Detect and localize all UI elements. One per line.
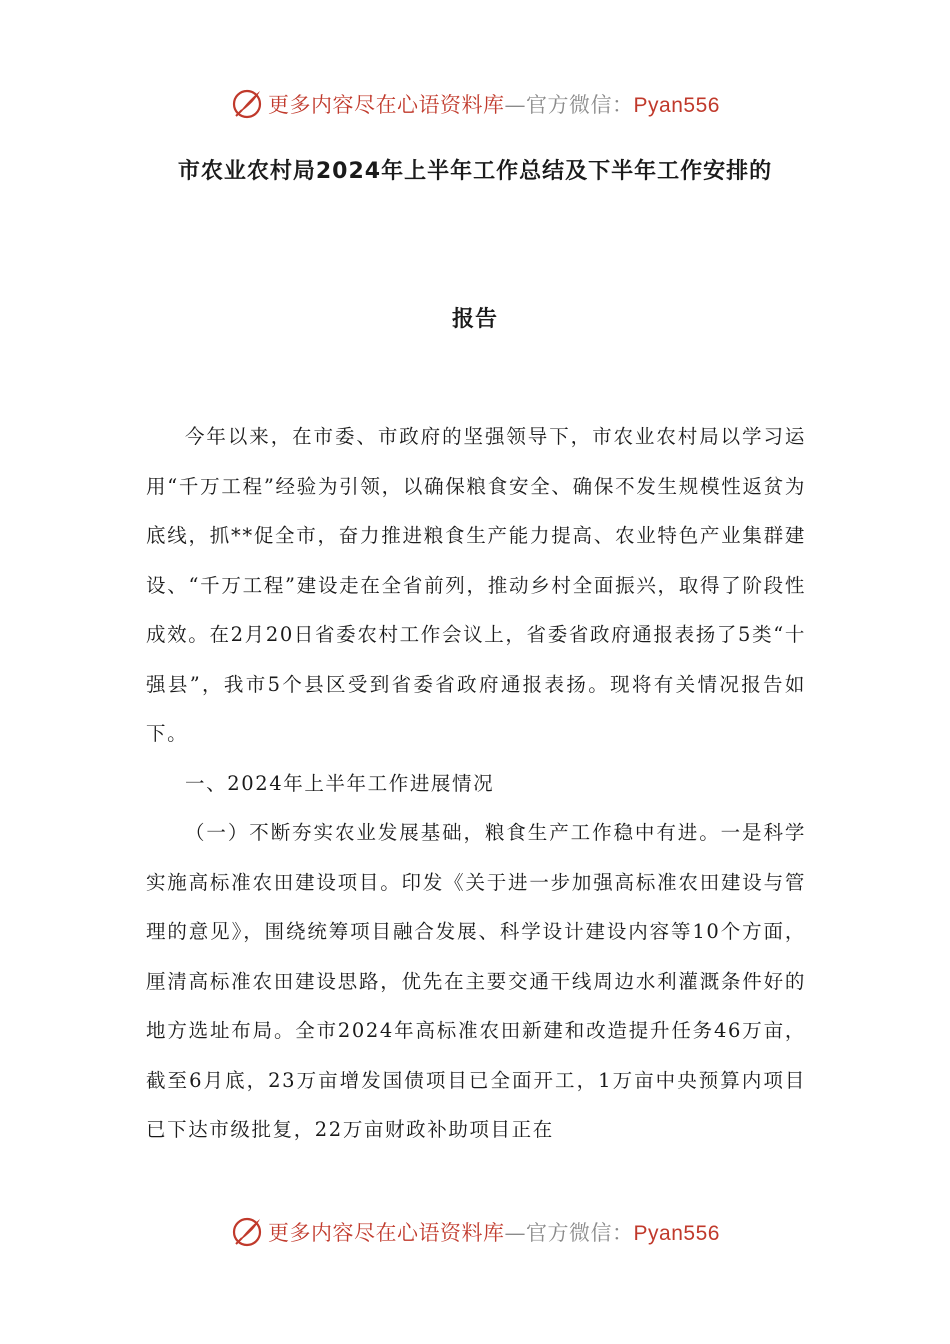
footer-banner: [0, 1210, 950, 1254]
quill-pen-logo-icon: [230, 1215, 264, 1249]
header-brand-text: 更多内容尽在心语资料库: [268, 93, 505, 117]
header-contact-id: Pyan556: [633, 94, 720, 117]
section-heading: 一、2024年上半年工作进展情况: [185, 771, 495, 795]
footer-brand-text: 更多内容尽在心语资料库: [268, 1221, 505, 1245]
document-title-line1: 市农业农村局2024年上半年工作总结及下半年工作安排的: [177, 159, 773, 184]
body-paragraph-subsection: （一）不断夯实农业发展基础，粮食生产工作稳中有进。一是科学实施高标准农田建设项目。印发《关于进一步加强高标准农田建设与管理的意见》，围绕统筹项目融合发展、科学设计建设内容等10个方面，厘清高标准农田建设思路，优先在主要交通干线周边水利灌溉条件好的地方选址布局。全市2024年高标准农田新建和改造提升任务46万亩，截至6月底，23万亩增发国债项目已全面开工，1万亩中央预算内项目已下达市级批复，22万亩财政补助项目正在: [146, 821, 806, 1141]
footer-contact-label: 官方微信：: [526, 1221, 634, 1245]
quill-pen-logo-icon: [230, 87, 264, 121]
header-banner-text: [268, 89, 720, 119]
header-banner: [0, 82, 950, 126]
document-title-line2: 报告: [451, 307, 498, 332]
footer-banner-text: [268, 1217, 720, 1247]
header-contact-label: 官方微信：: [526, 93, 634, 117]
footer-separator: —: [504, 1221, 527, 1245]
body-paragraph-intro: 今年以来，在市委、市政府的坚强领导下，市农业农村局以学习运用“千万工程”经验为引领，以确保粮食安全、确保不发生规模性返贫为底线，抓**促全市，奋力推进粮食生产能力提高、农业特色产业集群建设、“千万工程”建设走在全省前列，推动乡村全面振兴，取得了阶段性成效。在2月20日省委农村工作会议上，省委省政府通报表扬了5类“十强县”，我市5个县区受到省委省政府通报表扬。现将有关情况报告如下。: [146, 425, 806, 745]
footer-contact-id: Pyan556: [633, 1222, 720, 1245]
document-body: [146, 412, 806, 1155]
header-separator: —: [504, 93, 527, 117]
